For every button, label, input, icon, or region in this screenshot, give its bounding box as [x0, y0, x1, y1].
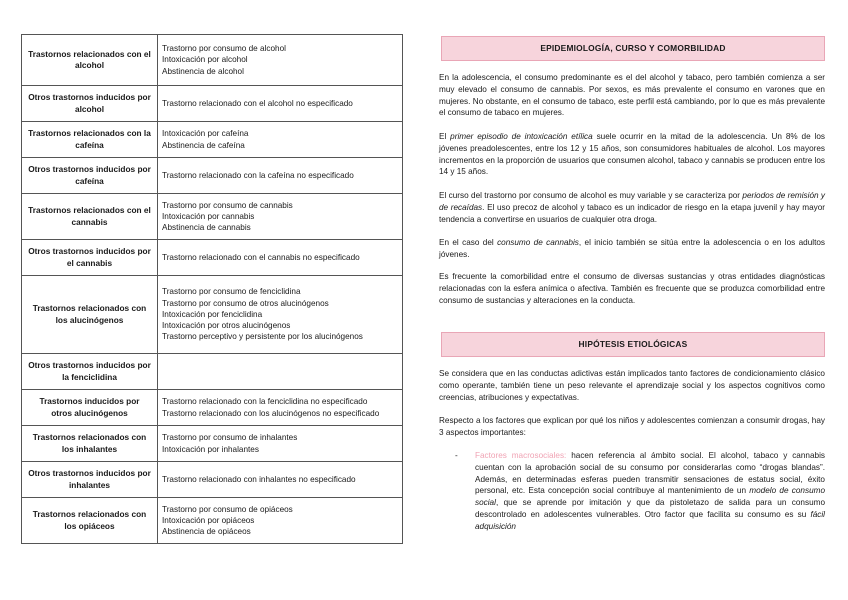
category-cell: Otros trastornos inducidos por la fenciclidina — [22, 354, 158, 390]
epidemiology-paragraph-5: Es frecuente la comorbilidad entre el consumo de diversas sustancias y otras entidades diagnósticas relacionadas con la esfera anímica o afectiva. También es frecuente que se produzca comorbilidad entre consumo de sustancias y alteraciones en la conducta. — [439, 272, 825, 305]
disorder-item: Trastorno perceptivo y persistente por los alucinógenos — [162, 332, 363, 342]
items-cell — [158, 122, 403, 158]
bullet-dash: - — [455, 451, 458, 460]
items-cell — [158, 35, 403, 86]
disorder-item: Trastorno por consumo de fenciclidina — [162, 287, 301, 297]
disorder-item: Abstinencia de opiáceos — [162, 527, 251, 537]
items-cell — [158, 426, 403, 462]
disorder-item: Intoxicación por inhalantes — [162, 444, 259, 454]
etiology-bullet-macrosocial: - Factores macrosociales: hacen referencia al ámbito social. El alcohol, tabaco y cannabis cuentan con la aprobación social de su consumo por considerarlas como “drogas blandas”. Además, en determinadas esferas pueden transmitir sensaciones de estatus social, éxito personal, etc. Esta concepción social contribuye al mantenimiento de un modelo de consumo social, que se aprende por imitación y que da pistoletazo de salida para un consumo descontrolado en adolescentes vulnerables. Otro factor que facilita su consumo es su fácil adquisición — [455, 451, 825, 531]
disorder-item: Trastorno relacionado con inhalantes no especificado — [162, 474, 356, 484]
bullet-label: Factores macrosociales: — [475, 451, 567, 460]
items-cell — [158, 86, 403, 122]
category-cell: Otros trastornos inducidos por alcohol — [22, 86, 158, 122]
disorder-item: Trastorno relacionado con el cannabis no especificado — [162, 252, 360, 262]
disorder-item: Intoxicación por alcohol — [162, 55, 248, 65]
disorder-item: Abstinencia de cafeína — [162, 140, 245, 150]
category-cell: Trastornos relacionados con el cannabis — [22, 194, 158, 240]
items-cell — [158, 194, 403, 240]
epidemiology-paragraph-4: En el caso del consumo de cannabis, el inicio también se sitúa entre la adolescencia o en los adultos jóvenes. — [439, 238, 825, 259]
disorder-item: Trastorno por consumo de alcohol — [162, 44, 286, 54]
disorder-item: Abstinencia de alcohol — [162, 66, 244, 76]
table-row — [22, 426, 403, 462]
substance-disorders-table — [21, 34, 403, 544]
disorder-item: Trastorno relacionado con la cafeína no especificado — [162, 170, 354, 180]
epidemiology-paragraph-3: El curso del trastorno por consumo de alcohol es muy variable y se caracteriza por periodos de remisión y de recaídas. El uso precoz de alcohol y tabaco es un indicador de riesgo en la etapa juvenil y hay mayor tendencia a convertirse en usuarios de cualquier otra droga. — [439, 191, 826, 224]
items-cell — [158, 390, 403, 426]
table-row — [22, 35, 403, 86]
table-row — [22, 462, 403, 498]
table-row — [22, 498, 403, 544]
items-cell — [158, 158, 403, 194]
category-cell: Trastornos inducidos por otros alucinógenos — [22, 390, 158, 426]
table-row — [22, 390, 403, 426]
table-row — [22, 354, 403, 390]
disorder-item: Trastorno relacionado con los alucinógenos no especificado — [162, 408, 380, 418]
category-cell: Trastornos relacionados con el alcohol — [22, 35, 158, 86]
category-cell: Trastornos relacionados con los inhalantes — [22, 426, 158, 462]
disorder-item: Intoxicación por fenciclidina — [162, 309, 263, 319]
items-cell — [158, 462, 403, 498]
items-cell — [158, 276, 403, 354]
etiology-paragraph-1: Se considera que en las conductas adictivas están implicados tanto factores de condicionamiento clásico como operante, también tiene un peso relevante el aprendizaje social y los aspectos cognitivos como creencias, atribuciones y expectativas. — [439, 369, 825, 402]
category-cell: Trastornos relacionados con los alucinógenos — [22, 276, 158, 354]
disorder-item: Trastorno relacionado con la fenciclidina no especificado — [162, 397, 368, 407]
category-cell: Otros trastornos inducidos por cafeína — [22, 158, 158, 194]
table-row — [22, 158, 403, 194]
table-row — [22, 276, 403, 354]
section-etiology-title: HIPÓTESIS ETIOLÓGICAS — [441, 332, 825, 357]
table-row — [22, 240, 403, 276]
section-epidemiology-title: EPIDEMIOLOGÍA, CURSO Y COMORBILIDAD — [441, 36, 825, 61]
category-cell: Trastornos relacionados con los opiáceos — [22, 498, 158, 544]
disorder-item: Trastorno por consumo de cannabis — [162, 200, 293, 210]
category-cell: Otros trastornos inducidos por el cannabis — [22, 240, 158, 276]
disorder-item: Trastorno por consumo de otros alucinógenos — [162, 298, 329, 308]
disorder-item: Intoxicación por opiáceos — [162, 515, 255, 525]
table-row — [22, 122, 403, 158]
items-cell — [158, 354, 403, 390]
table-row — [22, 86, 403, 122]
table-row — [22, 194, 403, 240]
category-cell: Otros trastornos inducidos por inhalantes — [22, 462, 158, 498]
disorder-item: Abstinencia de cannabis — [162, 223, 251, 233]
category-cell: Trastornos relacionados con la cafeína — [22, 122, 158, 158]
items-cell — [158, 240, 403, 276]
items-cell — [158, 498, 403, 544]
disorder-item: Trastorno por consumo de opiáceos — [162, 504, 293, 514]
disorder-item: Intoxicación por cannabis — [162, 211, 255, 221]
disorder-item: Intoxicación por otros alucinógenos — [162, 321, 291, 331]
disorders-table — [21, 34, 403, 544]
epidemiology-paragraph-1: En la adolescencia, el consumo predominante es el del alcohol y tabaco, pero también comienza a ser muy elevado el consumo de cannabis. Por sexos, es más prevalente el consumo en varones que en mujeres. No obstante, en el consumo de tabaco, este perfil está cambiando, por lo que es más prevalente el consumo de tabaco en mujeres. — [439, 73, 825, 118]
disorder-item: Trastorno relacionado con el alcohol no especificado — [162, 98, 353, 108]
disorder-item: Intoxicación por cafeína — [162, 129, 249, 139]
disorder-item: Trastorno por consumo de inhalantes — [162, 433, 298, 443]
etiology-paragraph-2: Respecto a los factores que explican por qué los niños y adolescentes comienzan a consumir drogas, hay 3 aspectos importantes: — [439, 416, 825, 437]
epidemiology-paragraph-2: El primer episodio de intoxicación etílica suele ocurrir en la mitad de la adolescencia. Un 8% de los jóvenes preadolescentes, entre los 12 y 15 años, son consumidores habituales de alcohol. Los mayores incrementos en la proporción de usuarios que consumen alcohol, tabaco y cannabis se producen entre los 14 y 15 años. — [439, 132, 825, 177]
